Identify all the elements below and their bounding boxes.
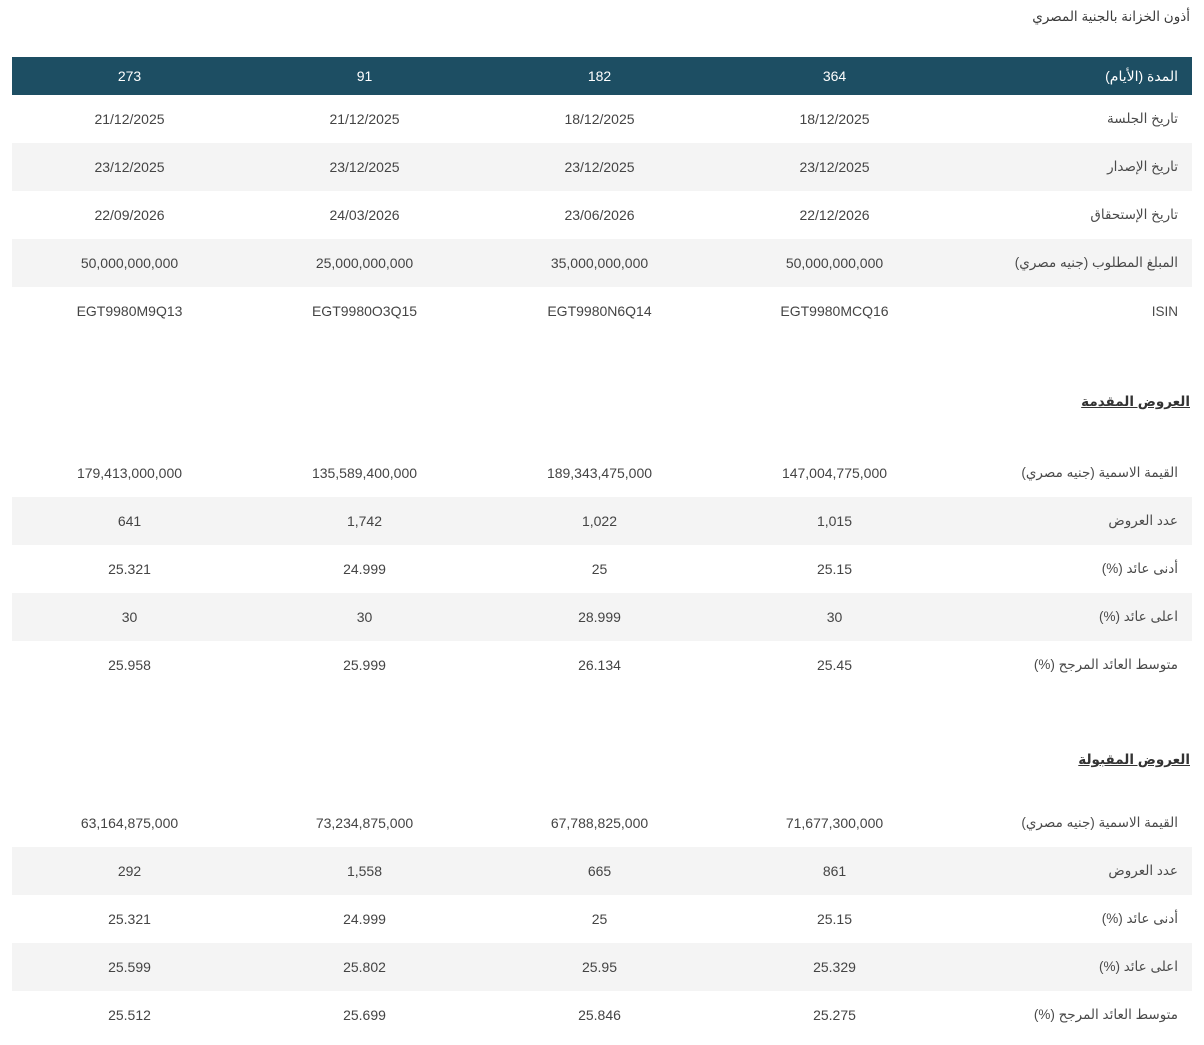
cell-value: 24.999 <box>343 561 386 577</box>
cell-value: 18/12/2025 <box>799 111 870 127</box>
cell-value: 23/12/2025 <box>564 159 635 175</box>
cell-value: 25.699 <box>343 1007 386 1023</box>
cell-value: 35,000,000,000 <box>550 255 649 271</box>
table-row-maturity-date <box>12 191 1192 239</box>
cell-value: 73,234,875,000 <box>315 815 414 831</box>
cell-value: 25.846 <box>578 1007 621 1023</box>
row-label: ISIN <box>1151 303 1178 319</box>
cell-value: 1,558 <box>346 863 383 879</box>
row-label: تاريخ الإستحقاق <box>1090 207 1178 222</box>
table-row-min-yield <box>12 545 1192 593</box>
cell-value: 861 <box>822 863 847 879</box>
cell-value: 22/09/2026 <box>94 207 165 223</box>
cell-value: 24.999 <box>343 911 386 927</box>
table-row-issue-date <box>12 143 1192 191</box>
cell-value: 30 <box>356 609 373 625</box>
duration-column-273: 273 <box>117 68 142 84</box>
cell-value: 67,788,825,000 <box>550 815 649 831</box>
row-label: اعلى عائد (%) <box>1098 959 1178 974</box>
submitted-offers-table <box>12 449 1192 689</box>
table-row-max-yield <box>12 593 1192 641</box>
cell-value: EGT9980N6Q14 <box>547 303 652 319</box>
table-row-weighted-avg-yield <box>12 991 1192 1039</box>
duration-column-364: 364 <box>822 68 847 84</box>
cell-value: 26.134 <box>578 657 621 673</box>
duration-column-91: 91 <box>356 68 373 84</box>
cell-value: 23/06/2026 <box>564 207 635 223</box>
page-title: أذون الخزانة بالجنية المصري <box>1032 9 1190 24</box>
cell-value: 25.958 <box>108 657 151 673</box>
cell-value: 1,022 <box>581 513 618 529</box>
auction-info-body <box>12 95 1192 335</box>
cell-value: 665 <box>587 863 612 879</box>
cell-value: 25.599 <box>108 959 151 975</box>
cell-value: 179,413,000,000 <box>76 465 183 481</box>
accepted-offers-heading: العروض المقبولة <box>1078 752 1190 767</box>
cell-value: 23/12/2025 <box>94 159 165 175</box>
cell-value: 18/12/2025 <box>564 111 635 127</box>
cell-value: 25.329 <box>813 959 856 975</box>
table-row-nominal-value <box>12 449 1192 497</box>
row-label: متوسط العائد المرجح (%) <box>1033 1007 1178 1022</box>
row-label: أدنى عائد (%) <box>1101 911 1178 926</box>
row-label: المبلغ المطلوب (جنيه مصري) <box>1014 255 1178 270</box>
cell-value: 23/12/2025 <box>329 159 400 175</box>
row-label: اعلى عائد (%) <box>1098 609 1178 624</box>
table-row-offer-count <box>12 847 1192 895</box>
row-label: أدنى عائد (%) <box>1101 561 1178 576</box>
cell-value: 147,004,775,000 <box>781 465 888 481</box>
cell-value: 25.512 <box>108 1007 151 1023</box>
cell-value: 50,000,000,000 <box>80 255 179 271</box>
cell-value: 22/12/2026 <box>799 207 870 223</box>
cell-value: 71,677,300,000 <box>785 815 884 831</box>
accepted-offers-body <box>12 799 1192 1039</box>
cell-value: 25.45 <box>816 657 853 673</box>
cell-value: 24/03/2026 <box>329 207 400 223</box>
table-row-min-yield <box>12 895 1192 943</box>
row-label: عدد العروض <box>1108 863 1178 878</box>
row-label: متوسط العائد المرجح (%) <box>1033 657 1178 672</box>
cell-value: 1,015 <box>816 513 853 529</box>
row-label: تاريخ الإصدار <box>1107 159 1178 174</box>
table-row-weighted-avg-yield <box>12 641 1192 689</box>
duration-column-182: 182 <box>587 68 612 84</box>
cell-value: 23/12/2025 <box>799 159 870 175</box>
submitted-offers-body <box>12 449 1192 689</box>
cell-value: 25.321 <box>108 561 151 577</box>
cell-value: 30 <box>826 609 843 625</box>
cell-value: 30 <box>121 609 138 625</box>
accepted-offers-table <box>12 799 1192 1039</box>
cell-value: 189,343,475,000 <box>546 465 653 481</box>
row-label: القيمة الاسمية (جنيه مصري) <box>1021 815 1178 830</box>
cell-value: 25.95 <box>581 959 618 975</box>
cell-value: 25.275 <box>813 1007 856 1023</box>
cell-value: 25.15 <box>816 561 853 577</box>
cell-value: 1,742 <box>346 513 383 529</box>
cell-value: EGT9980O3Q15 <box>311 303 418 319</box>
cell-value: 25 <box>591 561 608 577</box>
row-label: عدد العروض <box>1108 513 1178 528</box>
cell-value: 25.802 <box>343 959 386 975</box>
cell-value: 28.999 <box>578 609 621 625</box>
cell-value: EGT9980MCQ16 <box>780 303 889 319</box>
table-row-offer-count <box>12 497 1192 545</box>
duration-header-row <box>12 57 1192 95</box>
row-label: القيمة الاسمية (جنيه مصري) <box>1021 465 1178 480</box>
cell-value: 25 <box>591 911 608 927</box>
cell-value: 25.321 <box>108 911 151 927</box>
cell-value: 135,589,400,000 <box>311 465 418 481</box>
cell-value: 50,000,000,000 <box>785 255 884 271</box>
cell-value: 25.15 <box>816 911 853 927</box>
table-row-nominal-value <box>12 799 1192 847</box>
table-row-max-yield <box>12 943 1192 991</box>
duration-header-label: المدة (الأيام) <box>1105 67 1178 84</box>
cell-value: 641 <box>117 513 142 529</box>
cell-value: EGT9980M9Q13 <box>76 303 183 319</box>
cell-value: 63,164,875,000 <box>80 815 179 831</box>
cell-value: 21/12/2025 <box>329 111 400 127</box>
row-label: تاريخ الجلسة <box>1107 111 1178 126</box>
cell-value: 25,000,000,000 <box>315 255 414 271</box>
table-row-session-date <box>12 95 1192 143</box>
cell-value: 292 <box>117 863 142 879</box>
auction-info-table <box>12 57 1192 335</box>
cell-value: 25.999 <box>343 657 386 673</box>
submitted-offers-heading: العروض المقدمة <box>1081 394 1190 409</box>
cell-value: 21/12/2025 <box>94 111 165 127</box>
table-row-isin <box>12 287 1192 335</box>
table-row-required-amount <box>12 239 1192 287</box>
